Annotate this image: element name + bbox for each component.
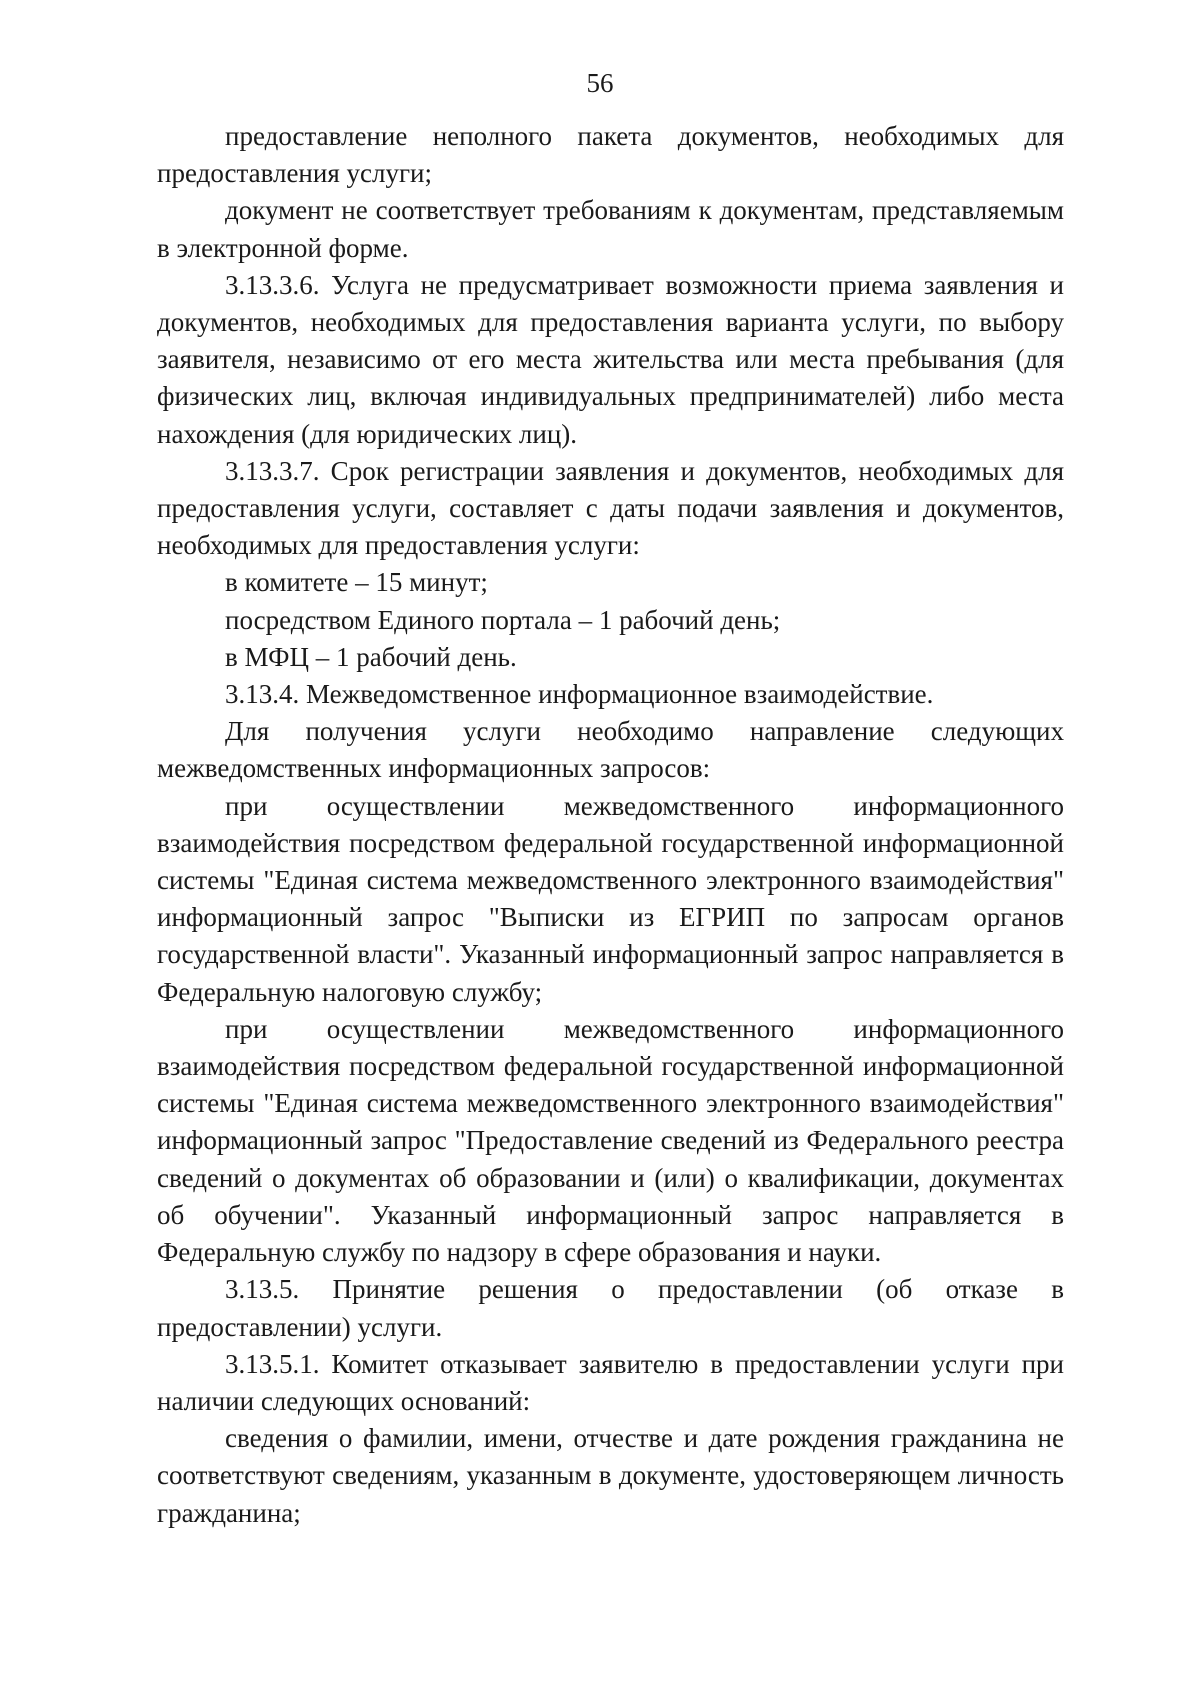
list-item: сведения о фамилии, имени, отчестве и дате рождения гражданина не соответствуют сведениям, указанным в документе, удостоверяющем личность гражданина; <box>157 1423 1064 1528</box>
paragraph: Для получения услуги необходимо направление следующих межведомственных информационных запросов: <box>157 716 1064 784</box>
section-heading: 3.13.5. Принятие решения о предоставлении (об отказе в предоставлении) услуги. <box>157 1274 1064 1342</box>
list-item: в МФЦ – 1 рабочий день. <box>225 641 517 672</box>
list-item: при осуществлении межведомственного информационного взаимодействия посредством федеральной государственной информационной системы "Единая система межведомственного электронного взаимодействия" информационный запрос "Выписки из ЕГРИП по запросам органов государственной власти". Указанный информационный запрос направляется в Федеральную налоговую службу; <box>157 790 1064 1007</box>
list-item: в комитете – 15 минут; <box>225 567 488 598</box>
section-heading: 3.13.4. Межведомственное информационное взаимодействие. <box>225 679 934 710</box>
list-item: при осуществлении межведомственного информационного взаимодействия посредством федеральной государственной информационной системы "Единая система межведомственного электронного взаимодействия" информационный запрос "Предоставление сведений из Федерального реестра сведений о документах об образовании и (или) о квалификации, документах об обучении". Указанный информационный запрос направляется в Федеральную службу по надзору в сфере образования и науки. <box>157 1013 1064 1268</box>
page-number: 56 <box>586 68 614 98</box>
list-item: посредством Единого портала – 1 рабочий день; <box>225 604 781 635</box>
paragraph: 3.13.5.1. Комитет отказывает заявителю в предоставлении услуги при наличии следующих оснований: <box>157 1348 1064 1416</box>
paragraph: документ не соответствует требованиям к документам, представляемым в электронной форме. <box>157 195 1064 263</box>
paragraph: 3.13.3.7. Срок регистрации заявления и документов, необходимых для предоставления услуги, составляет с даты подачи заявления и документов, необходимых для предоставления услуги: <box>157 455 1064 561</box>
paragraph: предоставление неполного пакета документов, необходимых для предоставления услуги; <box>157 121 1064 189</box>
document-body <box>157 118 1064 1532</box>
paragraph: 3.13.3.6. Услуга не предусматривает возможности приема заявления и документов, необходимых для предоставления варианта услуги, по выбору заявителя, независимо от его места жительства или места пребывания (для физических лиц, включая индивидуальных предпринимателей) либо места нахождения (для юридических лиц). <box>157 269 1064 449</box>
